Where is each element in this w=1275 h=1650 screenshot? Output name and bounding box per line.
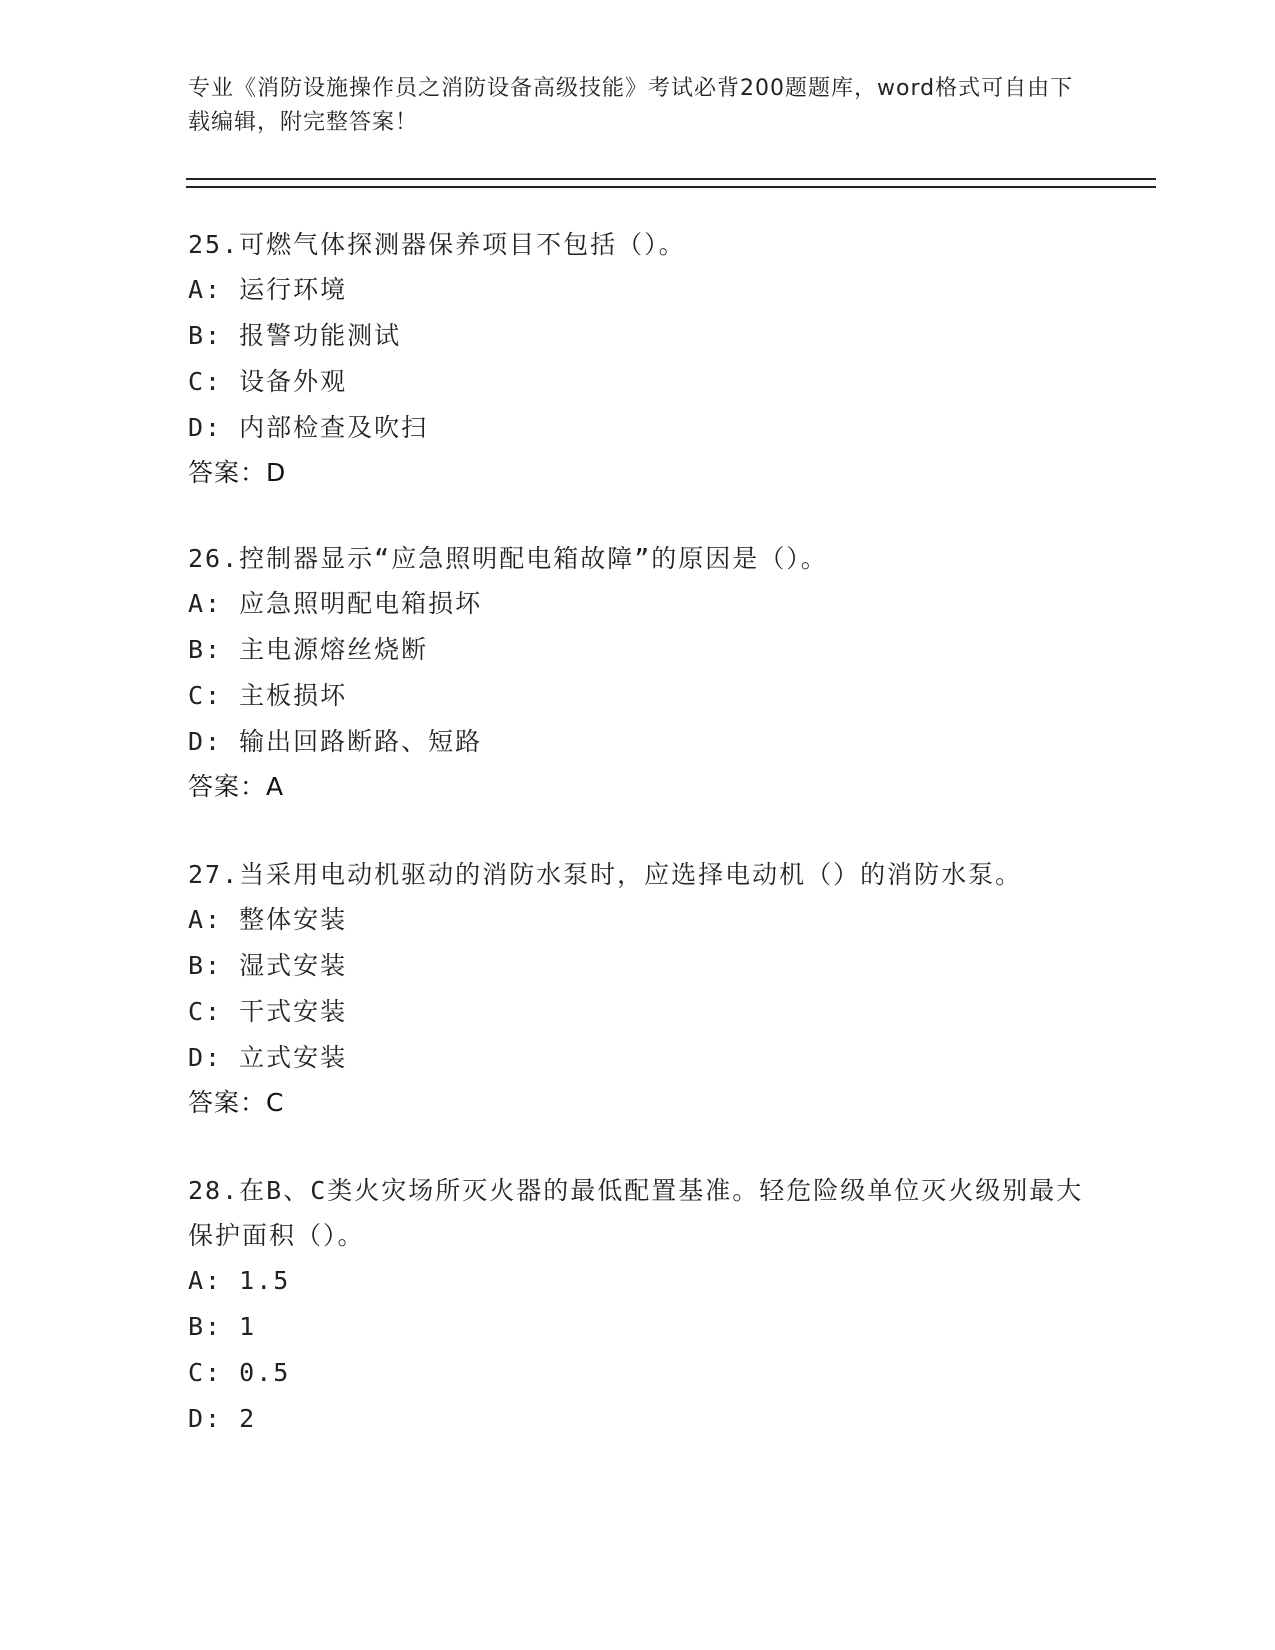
option-d: D: 2 xyxy=(188,1404,257,1433)
question-26 xyxy=(188,536,1088,809)
answer: 答案：A xyxy=(188,772,285,801)
question-stem: 26.控制器显示“应急照明配电箱故障”的原因是（）。 xyxy=(188,544,828,573)
option-c: C: 主板损坏 xyxy=(188,681,348,710)
option-c: C: 0.5 xyxy=(188,1358,291,1387)
option-b: B: 1 xyxy=(188,1312,257,1341)
option-a: A: 应急照明配电箱损坏 xyxy=(188,589,483,618)
question-stem: 27.当采用电动机驱动的消防水泵时，应选择电动机（）的消防水泵。 xyxy=(188,860,1023,889)
question-25 xyxy=(188,222,1088,495)
question-stem: 25.可燃气体探测器保养项目不包括（）。 xyxy=(188,230,686,259)
option-b: B: 报警功能测试 xyxy=(188,321,402,350)
option-a: A: 运行环境 xyxy=(188,275,348,304)
question-27 xyxy=(188,852,1088,1125)
answer: 答案：D xyxy=(188,458,287,487)
option-d: D: 输出回路断路、短路 xyxy=(188,727,483,756)
question-stem: 28.在B、C类火灾场所灭火器的最低配置基准。轻危险级单位灭火级别最大保护面积（）。 xyxy=(188,1176,1084,1250)
option-b: B: 主电源熔丝烧断 xyxy=(188,635,429,664)
option-d: D: 内部检查及吹扫 xyxy=(188,413,429,442)
option-a: A: 整体安装 xyxy=(188,905,348,934)
header-double-rule xyxy=(186,178,1156,188)
option-b: B: 湿式安装 xyxy=(188,951,348,980)
answer: 答案：C xyxy=(188,1088,285,1117)
question-28 xyxy=(188,1168,1088,1442)
document-header-text: 专业《消防设施操作员之消防设备高级技能》考试必背200题题库，word格式可自由下载编辑，附完整答案！ xyxy=(188,76,1074,135)
option-d: D: 立式安装 xyxy=(188,1043,348,1072)
option-c: C: 设备外观 xyxy=(188,367,348,396)
option-a: A: 1.5 xyxy=(188,1266,291,1295)
option-c: C: 干式安装 xyxy=(188,997,348,1026)
